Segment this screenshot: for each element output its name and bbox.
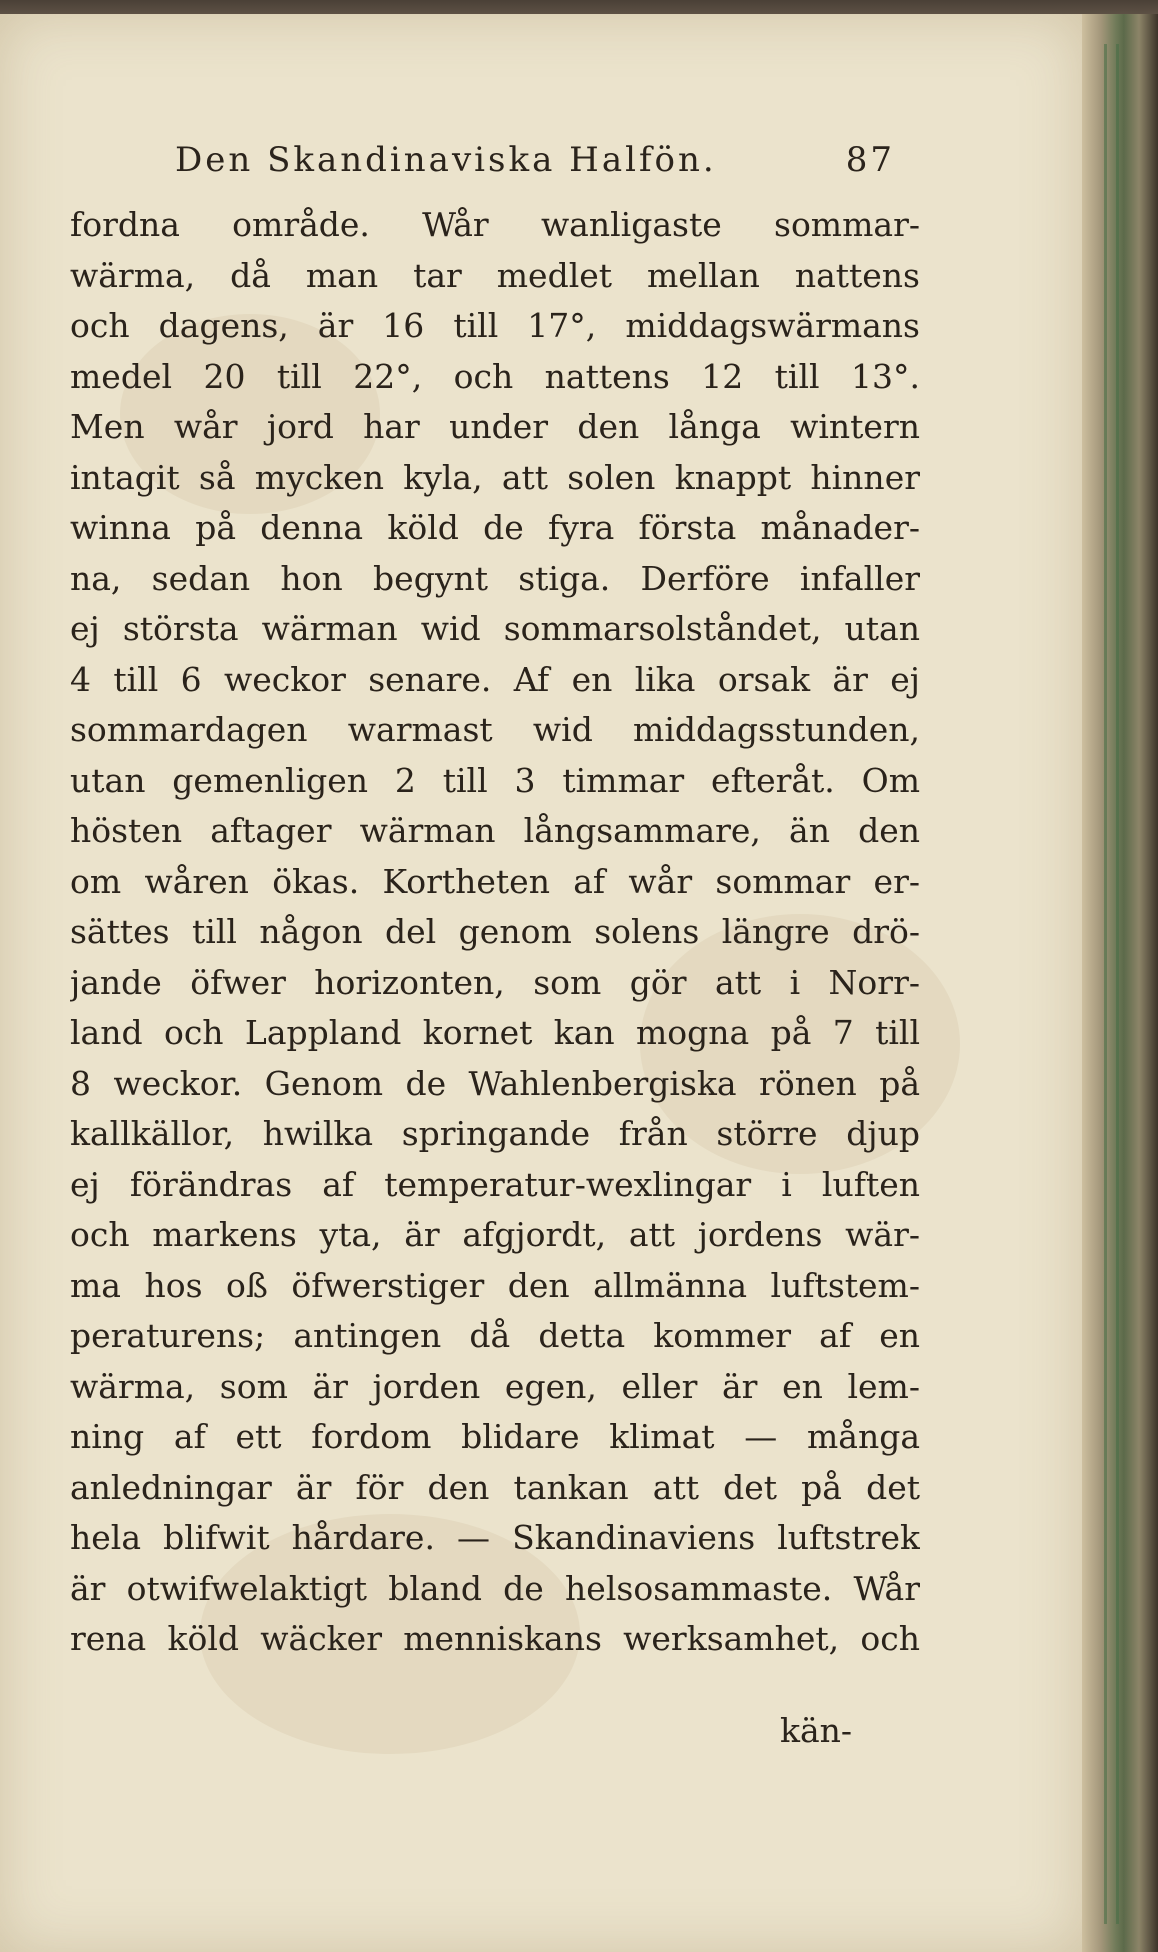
text-line: sättes till någon del genom solens längre drö- <box>70 912 920 951</box>
running-title: Den Skandinaviska Halfön. <box>175 140 717 180</box>
text-line: hösten aftager wärman långsammare, än den <box>70 811 920 850</box>
book-spine <box>1082 14 1158 1952</box>
text-line: winna på denna köld de fyra första månader- <box>70 508 920 547</box>
text-line: hela blifwit hårdare. — Skandinaviens luftstrek <box>70 1518 920 1557</box>
text-line: 4 till 6 weckor senare. Af en lika orsak är ej <box>70 659 920 699</box>
catchword: kän- <box>780 1711 853 1750</box>
text-line: na, sedan hon begynt stiga. Derföre infaller <box>70 558 920 598</box>
body-text <box>70 200 920 1665</box>
text-line: 8 weckor. Genom de Wahlenbergiska rönen på <box>70 1063 920 1103</box>
text-line: ning af ett fordom blidare klimat — många <box>70 1417 920 1456</box>
text-line: är otwifwelaktigt bland de helsosammaste. Wår <box>70 1568 920 1608</box>
text-line: sommardagen warmast wid middagsstunden, <box>70 710 920 749</box>
text-line: medel 20 till 22°, och nattens 12 till 13°. <box>70 356 920 396</box>
text-line: ej största wärman wid sommarsolståndet, utan <box>70 609 920 648</box>
text-line: ej förändras af temperatur-wexlingar i luften <box>70 1164 920 1204</box>
running-header <box>175 140 895 192</box>
text-line: rena köld wäcker menniskans werksamhet, och <box>70 1619 920 1658</box>
text-line: intagit så mycken kyla, att solen knappt hinner <box>70 457 920 497</box>
page-number: 87 <box>845 140 895 180</box>
text-line: utan gemenligen 2 till 3 timmar efteråt. Om <box>70 760 920 800</box>
text-line: wärma, då man tar medlet mellan nattens <box>70 255 920 295</box>
text-line: om wåren ökas. Kortheten af wår sommar er- <box>70 861 920 901</box>
text-line: wärma, som är jorden egen, eller är en lem- <box>70 1366 920 1406</box>
text-line: land och Lappland kornet kan mogna på 7 till <box>70 1013 920 1052</box>
text-line: fordna område. Wår wanligaste sommar- <box>70 205 920 244</box>
text-line: jande öfwer horizonten, som gör att i Norr- <box>70 962 920 1002</box>
text-line: peraturens; antingen då detta kommer af en <box>70 1316 920 1355</box>
text-line: och dagens, är 16 till 17°, middagswärmans <box>70 306 920 345</box>
spine-line <box>1104 44 1107 1924</box>
text-line: och markens yta, är afgjordt, att jordens wär- <box>70 1215 920 1254</box>
spine-line <box>1116 44 1119 1924</box>
text-line: ma hos oß öfwerstiger den allmänna luftstem- <box>70 1265 920 1305</box>
text-line: anledningar är för den tankan att det på det <box>70 1467 920 1507</box>
text-line: kallkällor, hwilka springande från större djup <box>70 1114 920 1153</box>
text-line: Men wår jord har under den långa wintern <box>70 407 920 446</box>
